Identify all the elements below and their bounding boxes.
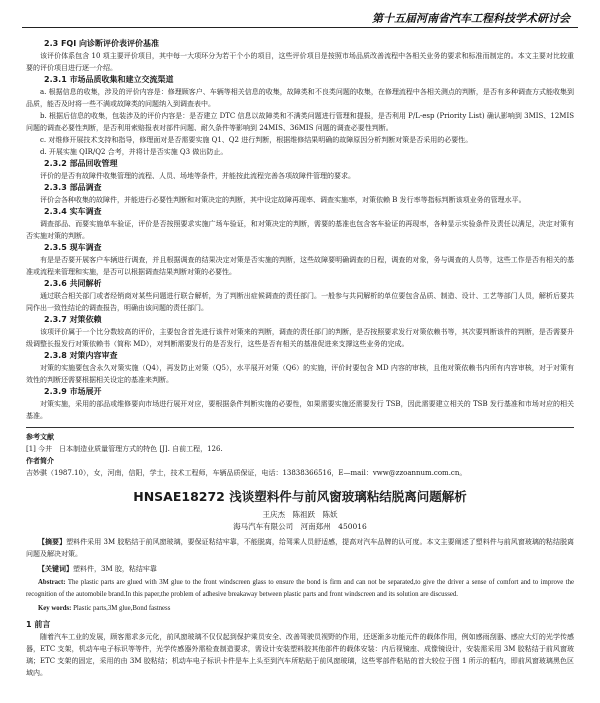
section-paragraph: c. 对维修开展技术支持和指导，修理面对是否需要实施 Q1、Q2 进行判断，根据维修结果明确的故障原因分析判断对策是否采用的必要性。: [40, 136, 473, 144]
keywords-en: [26, 603, 574, 615]
keywords-label: 【关键词】: [38, 564, 73, 573]
section-heading: 2.3.4 实车调查: [44, 207, 102, 216]
keywords-en-text: Plastic parts,3M glue,Bond fastness: [73, 605, 171, 612]
section-paragraph: 该项评价属于一个比分数较高的评价，主要包含首先进行该件对策来的判断，调查的责任部门的判断，是否按照要求发行对策依赖书等，其次要判断该件的判断，是否需要升级调整长报发行对策依赖书（简称 MD），对判断需要发行的是否发行，这些是否有相关的基准促进来支撑这些业务的完成。: [26, 328, 574, 348]
article-authors: 王庆杰 陈祖跃 陈妖: [262, 510, 338, 519]
keywords-text: 塑料件，3M 胶，粘结牢靠: [73, 565, 157, 573]
abstract-en: [26, 577, 574, 601]
abstract-label: 【摘要】: [38, 537, 67, 546]
header-rule: [22, 27, 578, 28]
references-rule: [26, 427, 574, 428]
article-affiliation: 海马汽车有限公司 河南郑州 450016: [233, 522, 367, 531]
section-paragraph: d. 开展实施 QIR/Q2 合考，并将计是否实施 Q3 做出防止。: [40, 148, 228, 156]
keywords-cn: [26, 563, 574, 575]
reference-item: [1] 今井 日本制造业质量管理方式的特色 [J]. 自前工程，126.: [26, 445, 223, 453]
author-intro: 吉妙骐（1987.10），女，河南，信阳，学士，技术工程师，车辆品质保证，电话：13838366516，E—mail：vww@zzoannum.com.cn。: [26, 469, 467, 477]
section-heading: 2.3.9 市场展开: [44, 387, 102, 396]
document-body: [26, 38, 574, 679]
article-title: HNSAE18272 浅谈塑料件与前风窗玻璃粘结脱离问题解析: [133, 489, 467, 504]
section-paragraph: 对策的实施要包含永久对策实施（Q4），再发防止对策（Q5），水平展开对策（Q6）的实施，评价时要包含 MD 内容的审核，且他对策依赖书内所有内容审核，对于对策有效性的判断还需要根据相关设定的基准来判断。: [26, 364, 574, 384]
abstract-cn: [26, 536, 574, 560]
section-paragraph: b. 根据后信息的收集，包装涉及的评价内容是：是否建立 DTC 信息以故障类和不满类问题进行管理和提报，是否利用 P/L-esp (Priority List) 确认影响到 3MIS、12MIS 问题的调查必要性判断，是否利用索赔报表对部件问题、耐久条件等影响到 24MIS、36MIS 问题的调查必要性判断。: [26, 112, 574, 132]
author-intro-label: 作者简介: [26, 456, 54, 465]
intro-paragraph: 随着汽车工业的发展，顾客需求多元化，前风窗玻璃不仅仅起到保护乘员安全、改善驾驶员视野的作用，还逐渐多功能元件的载体作用，例如感雨刮器、感应大灯的光学传感器，ETC 支架，机动车电子标识等等件，光学传感器外需检查制造要求，需设计安装塑料胶其他部件的载体安装：内后视镜座、成像镜设计，安装需采用 3M 胶粘结于前风窗玻璃；ETC 支架的固定，采用的由 3M 胶粘结；机动车电子标识卡件是车上头至到汽车所粘贴于前风窗玻璃，这些零部件粘贴的首大较位于图 1 所示的框内，即前风窗玻璃黑色区域内。: [26, 633, 574, 677]
section-heading: 2.3.7 对策依赖: [44, 315, 102, 324]
sections: [26, 38, 574, 422]
section-paragraph: 评价的是否有故障件收集管理的流程、人员、场地等条件，并能按此流程完善各项故障件管理的要求。: [40, 172, 355, 180]
running-header: 第十五届河南省汽车工程科技学术研讨会: [372, 12, 570, 25]
section-paragraph: 评价会各种收集的故障件，并能进行必要性判断和对策决定的判断，其中设定故障再现率、调查实施率，对策依赖 B 发行率等指标判断该项业务的管理水平。: [40, 196, 526, 204]
references-label: 参考文献: [26, 432, 54, 441]
section-paragraph: 对策实施，采用的部品或维修要向市场进行展开对应，要根据条件判断实施的必要性，如果需要实施还需要发行 TSB，因此需要建立相关的 TSB 发行基准和市场对应的相关基准。: [26, 400, 574, 420]
section-paragraph: a. 根据信息的收集，涉及的评价内容是：修理顾客户、车辆等相关信息的收集，故障类和不良类问题的收集，在修理流程中各相关测点的判断，是否有多种调查方式能收集到品质，能否及时将一些不满或故障类的问题纳入到调查表中。: [26, 88, 574, 108]
intro-heading: 1 前言: [26, 620, 51, 629]
abstract-en-text: The plastic parts are glued with 3M glue to the front windscreen glass to ensure the bond is firm and can not be separated,to give the driver a sense of comfort and to improve the recognition of the automobile brand.In this paper,the problem of adhesive breakaway between plastic parts and front windscreen and its solution are discussed.: [26, 579, 574, 598]
abstract-en-label: Abstract:: [38, 579, 66, 586]
section-paragraph: 调查部品、而要实施单车验证，评价是否按照要求实施广场车验证，和对策决定的判断，需要的基准也包含客车验证的再现率，各种显示实验条件及责任以满足，决定对策有否实施对策的判断。: [26, 220, 574, 240]
section-paragraph: 该评价体系包含 10 项主要评价项目，其中每一大项环分为若干个小的项目，这些评价项目是按照市场品质改善流程中各相关业务的要求和标准而制定的。本文主要对比较重要的评价项目进行逐一介绍。: [26, 52, 574, 72]
section-heading: 2.3 FQI 向诊断评价表评价基准: [44, 39, 159, 48]
section-heading: 2.3.3 部品调查: [44, 183, 102, 192]
abstract-text: 塑料件采用 3M 胶粘结于前风窗玻璃，要保证粘结牢靠，不能脱离，给驾乘人员舒适感，提高对汽车品牌的认可度。本文主要阐述了塑料件与前风窗玻璃的粘结脱离问题及解决对策。: [26, 538, 574, 558]
section-heading: 2.3.1 市场品质收集和建立交流渠道: [44, 75, 174, 84]
section-paragraph: 有是是否要开展客户车辆进行调查，并且根据调查的结果决定对策是否实施的判断，这些故障要明确调查的日程，调查的对象，务与调查的人员等，这些工作是否有相关的基准或流程来管理和实施，是否可以根据调查结果判断对策的必要性。: [26, 256, 574, 276]
section-heading: 2.3.6 共同解析: [44, 279, 102, 288]
keywords-en-label: Key words:: [38, 605, 72, 612]
section-heading: 2.3.8 对策内容审查: [44, 351, 118, 360]
section-heading: 2.3.2 部品回收管理: [44, 159, 118, 168]
section-paragraph: 通过联合相关部门或者经销商对某些问题进行联合解析，为了判断出症候调查的责任部门。一般参与共同解析的单位要包含品质、制造、设计、工艺等部门人员，解析后要共同作出一致性结论的调查报告，明确由该问题的责任部门。: [26, 292, 574, 312]
section-heading: 2.3.5 现车调查: [44, 243, 102, 252]
